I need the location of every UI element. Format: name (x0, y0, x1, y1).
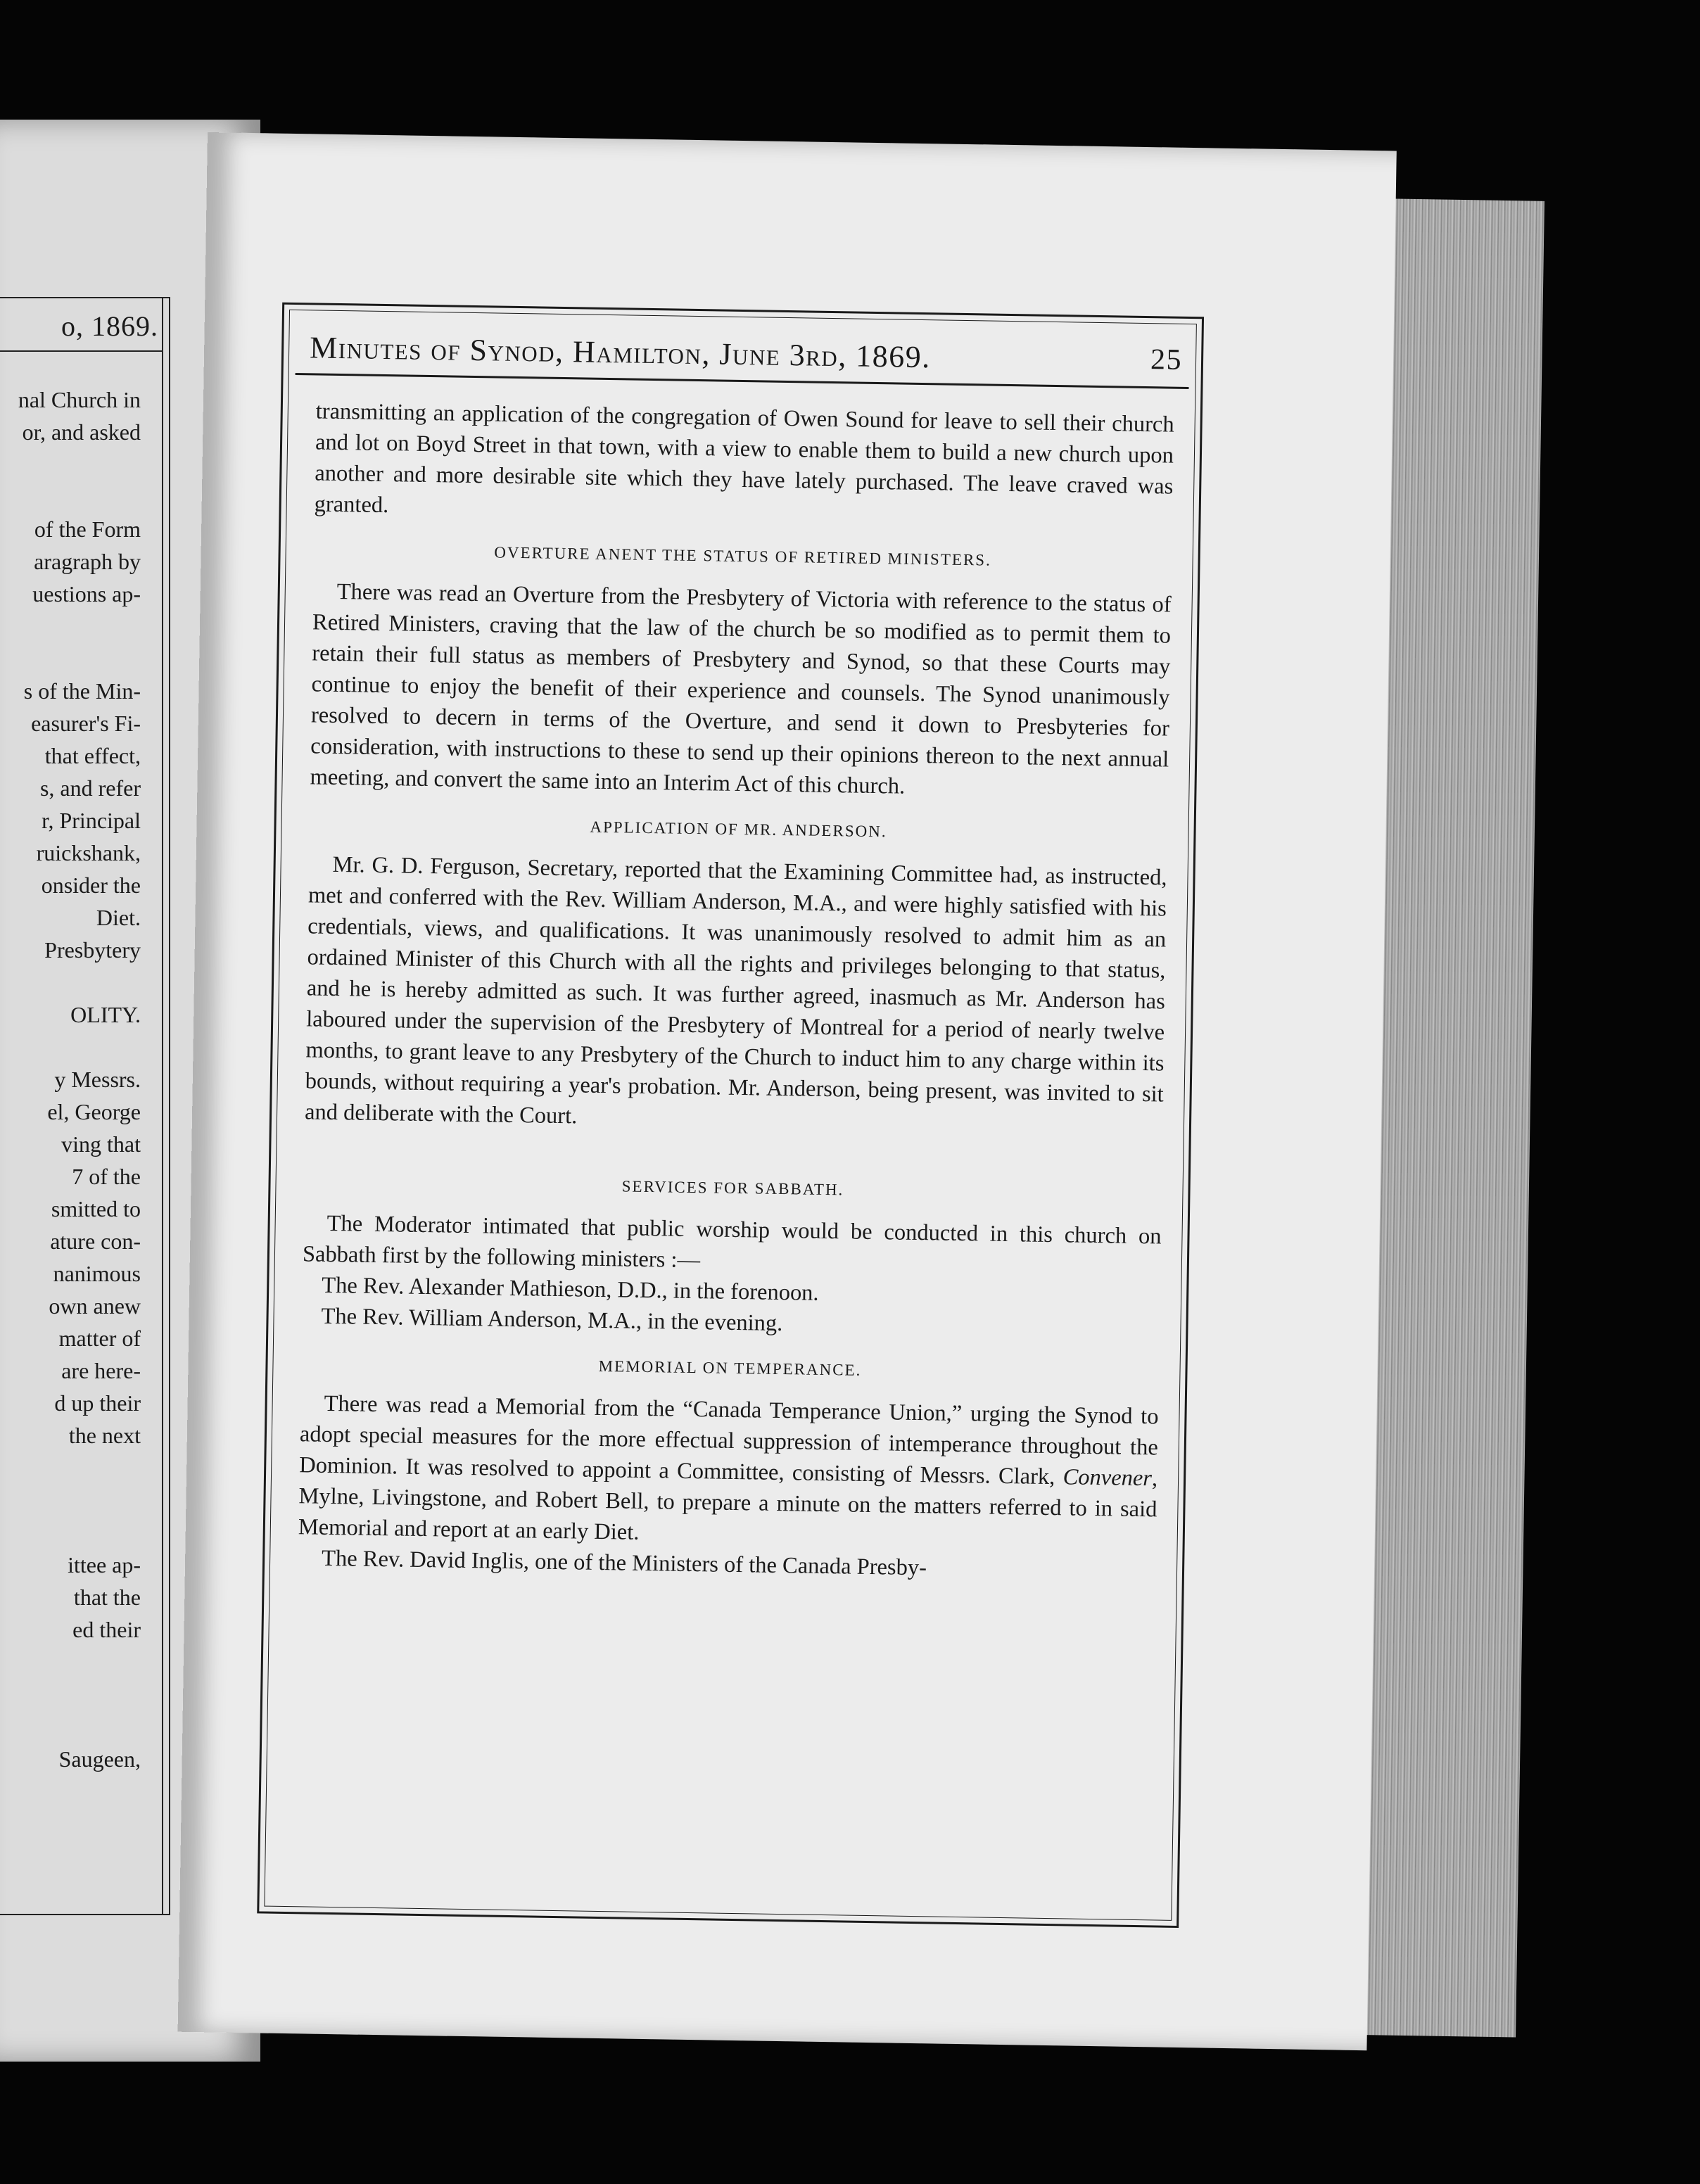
minister-list-item: The Rev. Alexander Mathieson, D.D., in the forenoon. (321, 1272, 819, 1306)
left-page-line: aragraph by (34, 549, 141, 574)
left-page-line: ature con- (50, 1228, 141, 1254)
left-page-line: nanimous (53, 1261, 141, 1286)
left-page-line: matter of (58, 1326, 141, 1351)
left-page-line: s of the Min- (23, 678, 141, 704)
left-page-line: are here- (61, 1358, 141, 1383)
temperance-text-part: There was read a Memorial from the “Canada Temperance Union,” urging the Synod to adopt special measures for the more effectual suppression of intemperance throughout the Dominion. It was resolved to appoint a Committee, consisting of Messrs. Clark, (298, 1390, 1159, 1490)
temperance-text-part: , Mylne, Livingstone, and Robert Bell, to prepare a minute on the matters referred to in said Memorial and report at an early Diet. (298, 1466, 1158, 1545)
section-text-sabbath: The Moderator intimated that public worship would be conducted in this church on Sabbath first by the following ministers :— (302, 1210, 1162, 1274)
section-text-overture: There was read an Overture from the Presbytery of Victoria with reference to the status of Retired Ministers, craving that the law of the church be so modified as to permit them to retain their full status as members of Presbytery and Synod, so that these Courts may continue to enjoy the benefit of their experience and counsels. The Synod unanimously resolved to decern in terms of the Overture, and send it down to Presbyteries for consideration, with instructions to these to send up their opinions thereon to the next annual meeting, and convert the same into an Interim Act of this church. (310, 578, 1172, 799)
left-page-line: d up their (54, 1390, 141, 1416)
left-header-rule (0, 350, 162, 352)
closing-line: The Rev. David Inglis, one of the Ministers of the Canada Presby- (321, 1545, 927, 1581)
left-page-line: ittee ap- (68, 1552, 141, 1577)
left-page-header: o, 1869. (61, 310, 158, 342)
section-text-application: Mr. G. D. Ferguson, Secretary, reported that the Examining Committee had, as instructed, met and conferred with the Rev. William Anderson, M.A., and were highly satisfied with his credentials, views, and qualifications. It was unanimously resolved to admit him as an ordained Minister of this Church with all the rights and privileges belonging to that status, and he is hereby admitted as such. It was further agreed, inasmuch as Mr. Anderson has laboured under the supervision of the Presbytery of Montreal for a period of nearly twelve months, to grant leave to any Presbytery of the Church to induct him to any charge within its bounds, without requiring a year's probation. Mr. Anderson, being present, was invited to sit and deliberate with the Court. (304, 851, 1167, 1129)
section-heading-temperance: MEMORIAL ON TEMPERANCE. (598, 1357, 862, 1379)
left-page-line: ed their (72, 1617, 141, 1642)
left-page-line: smitted to (51, 1196, 141, 1221)
left-page-line: r, Principal (42, 808, 141, 833)
left-page-line: Saugeen, (58, 1746, 141, 1772)
left-page-line: s, and refer (39, 775, 141, 801)
left-page-line: y Messrs. (54, 1067, 141, 1092)
book-page (178, 132, 1397, 2050)
section-text-temperance (298, 1388, 1159, 1556)
section-heading-sabbath: SERVICES FOR SABBATH. (621, 1177, 844, 1199)
left-page-line: that effect, (44, 743, 141, 768)
minister-list-item: The Rev. William Anderson, M.A., in the evening. (321, 1303, 783, 1337)
left-page-line: of the Form (34, 516, 141, 542)
running-title: Minutes of Synod, Hamilton, June 3rd, 1869. (309, 330, 932, 375)
page-number: 25 (1150, 343, 1183, 376)
left-page-line: nal Church in (18, 387, 141, 412)
left-page-line: onsider the (41, 872, 141, 898)
section-heading-overture: OVERTURE ANENT THE STATUS OF RETIRED MINISTERS. (494, 543, 992, 569)
left-page-line: easurer's Fi- (31, 711, 141, 736)
left-page-line: OLITY. (70, 1002, 141, 1027)
left-page-line: own anew (49, 1293, 141, 1319)
opening-paragraph: transmitting an application of the congregation of Owen Sound for leave to sell their church and lot on Boyd Street in that town, with a view to enable them to build a new church upon another and more desirable site which they have lately purchased. The leave craved was granted. (314, 398, 1174, 519)
left-page-line: that the (73, 1585, 141, 1610)
section-heading-application: APPLICATION OF MR. ANDERSON. (590, 818, 887, 841)
left-page-line: uestions ap- (32, 581, 141, 607)
left-page-line: el, George (47, 1099, 141, 1124)
convener-italic: Convener (1062, 1464, 1153, 1492)
left-page-line: Diet. (96, 905, 141, 930)
left-page-line: the next (68, 1423, 141, 1448)
left-page-line: ving that (61, 1131, 141, 1157)
page-body (298, 395, 1174, 1587)
left-page-line: ruickshank, (36, 840, 141, 865)
left-page-line: Presbytery (44, 937, 141, 963)
left-page-line: 7 of the (72, 1164, 141, 1189)
left-page-line: or, and asked (22, 419, 141, 445)
